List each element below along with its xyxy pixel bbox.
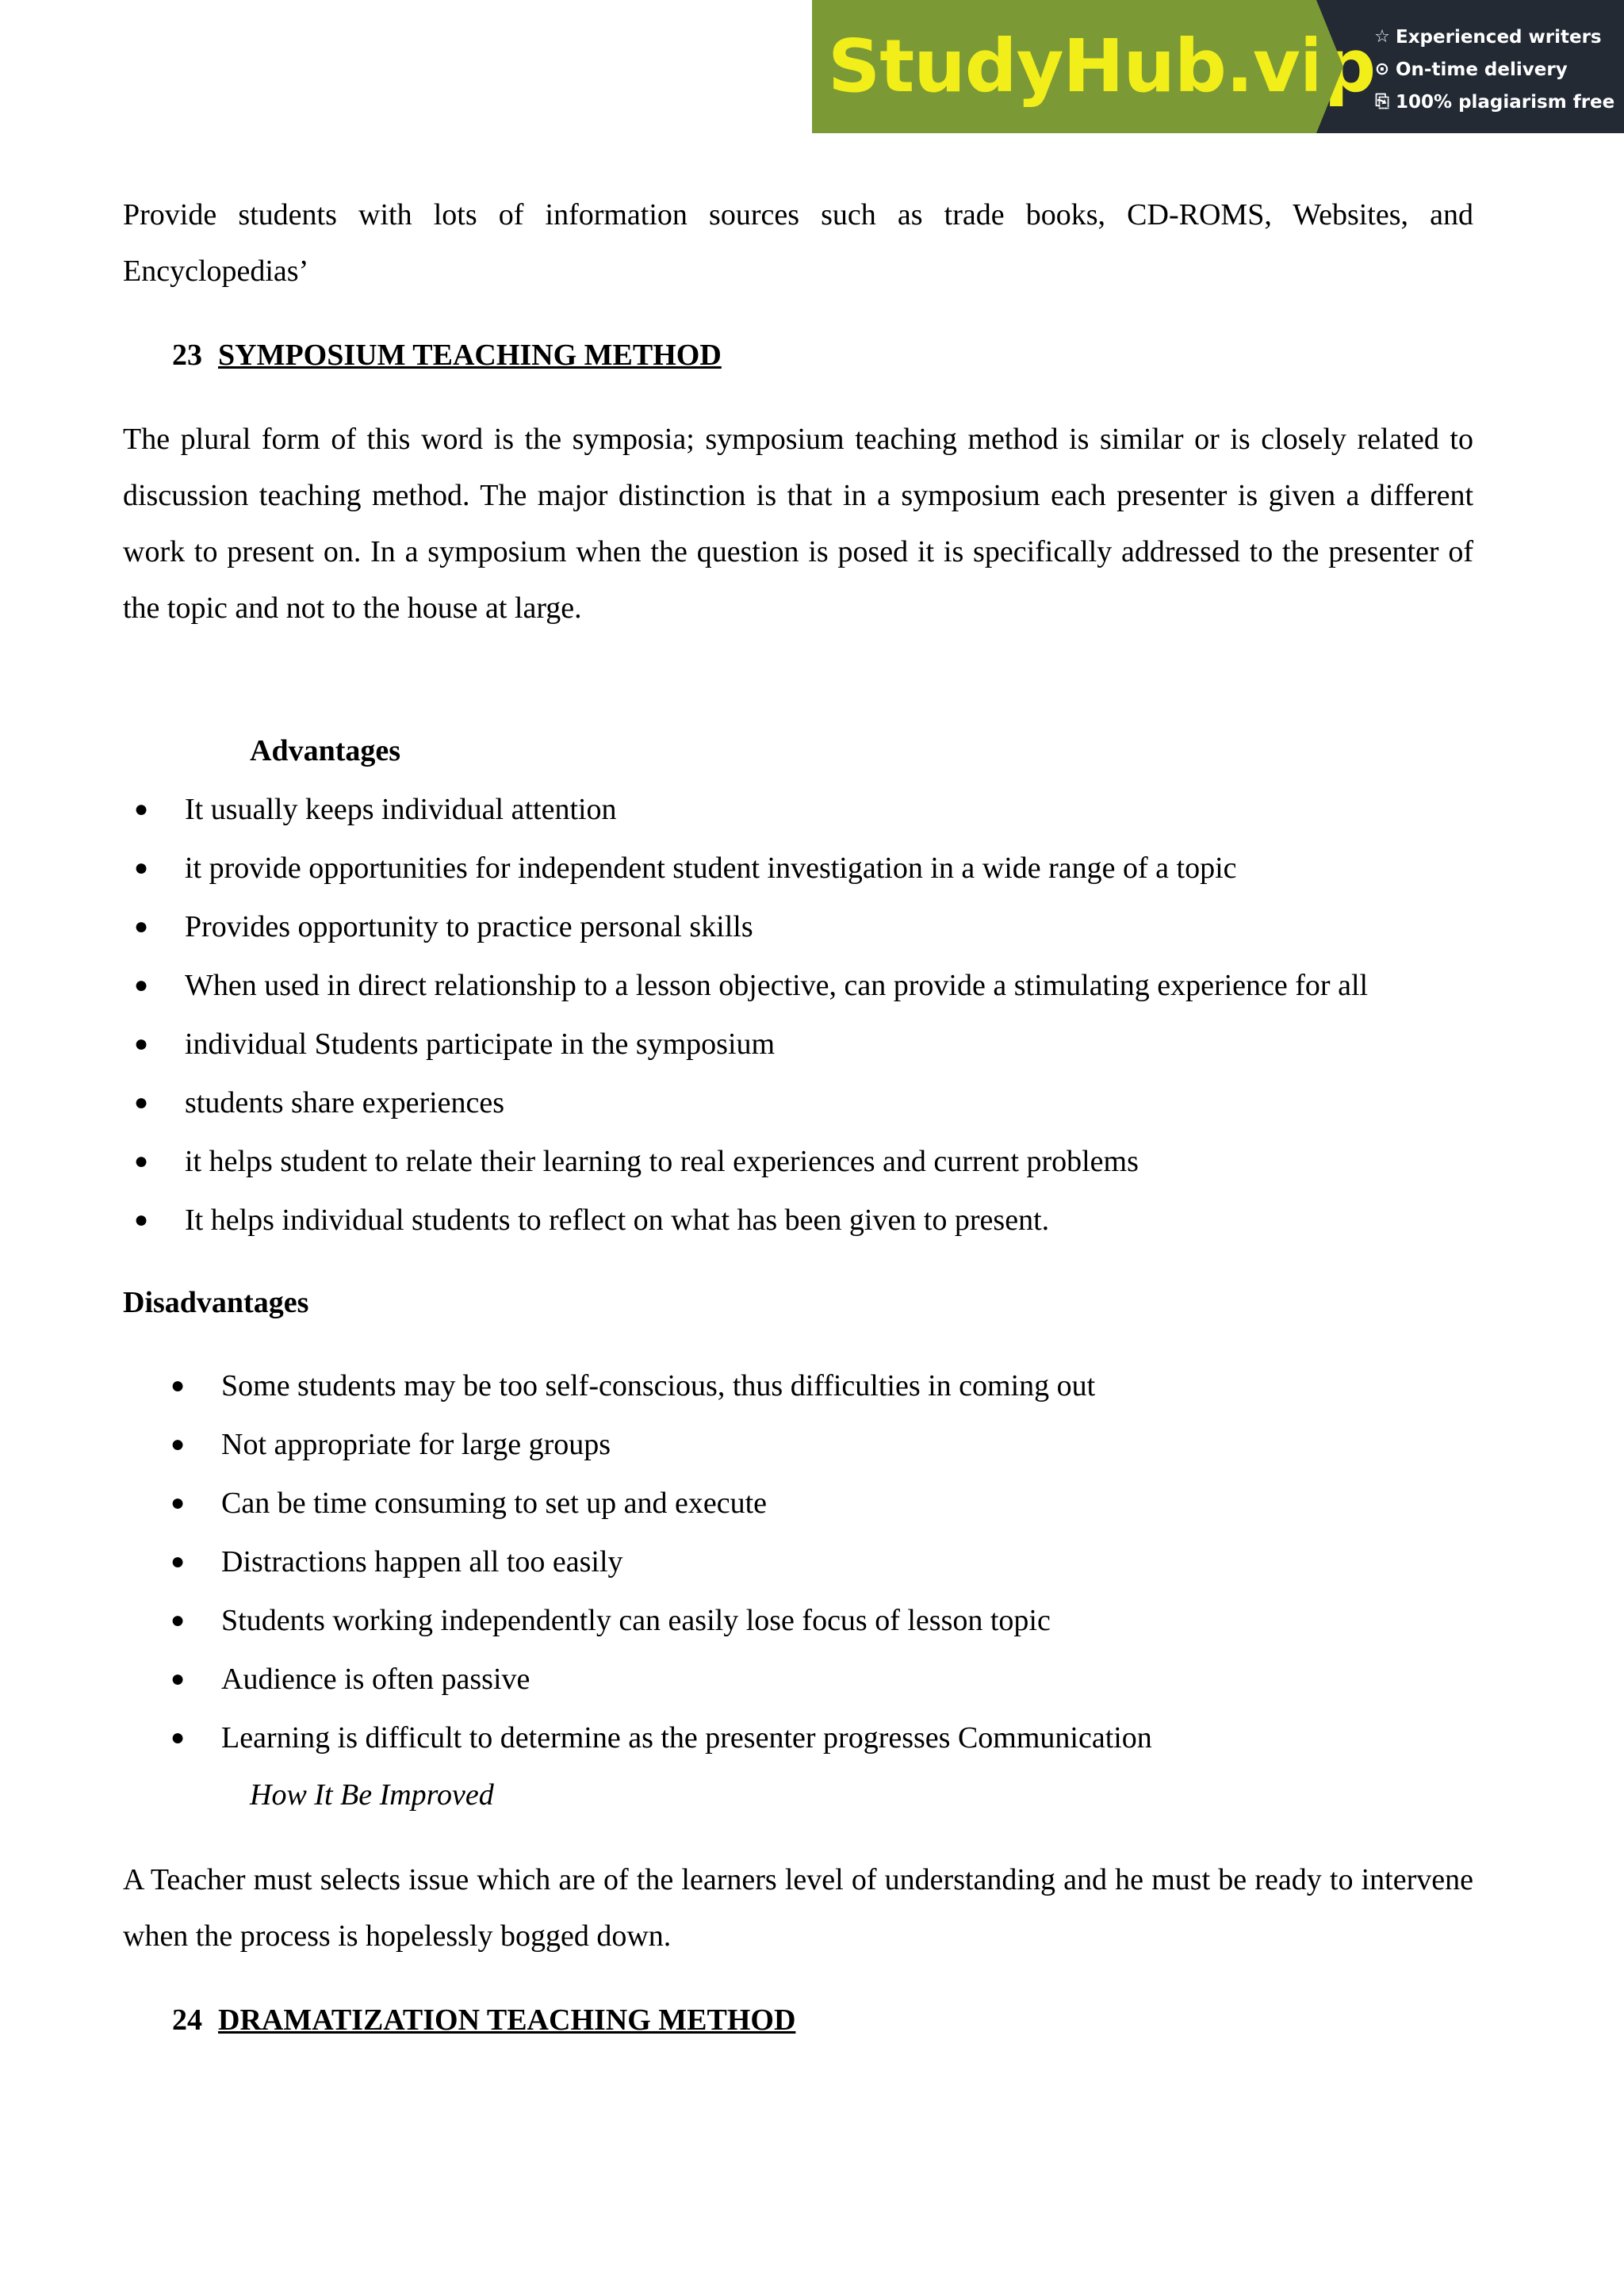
- list-item: ● Audience is often passive: [123, 1650, 1473, 1709]
- advantages-heading: Advantages: [250, 734, 401, 767]
- bullet-icon: ●: [134, 796, 149, 822]
- section-24-heading: [123, 1992, 1473, 2049]
- list-item: ● Learning is difficult to determine as the presenter progresses Communication: [123, 1709, 1473, 1767]
- logo-text: StudyHub.vip: [828, 24, 1376, 109]
- list-item: ● It helps individual students to reflect on what has been given to present.: [123, 1191, 1473, 1249]
- list-item: ● Provides opportunity to practice personal skills: [123, 897, 1473, 956]
- list-item: ● it provide opportunities for independent student investigation in a wide range of a topic: [123, 839, 1473, 897]
- disadvantages-heading: Disadvantages: [123, 1286, 309, 1319]
- bullet-icon: ●: [134, 1148, 149, 1174]
- section-title: SYMPOSIUM TEACHING METHOD: [218, 339, 722, 372]
- bullet-icon: ●: [134, 1207, 149, 1233]
- section-number: 23: [172, 339, 202, 372]
- disadvantages-list: [123, 1357, 1473, 1767]
- feature-on-time-delivery: [1372, 53, 1624, 86]
- list-item: ● Distractions happen all too easily: [123, 1533, 1473, 1591]
- list-item: ● Students working independently can easily lose focus of lesson topic: [123, 1591, 1473, 1650]
- section-23-heading: [123, 327, 1473, 384]
- bullet-icon: ●: [134, 1089, 149, 1115]
- clock-icon: ⊙: [1374, 59, 1390, 79]
- list-item: ● individual Students participate in the symposium: [123, 1015, 1473, 1073]
- bullet-icon: ●: [134, 855, 149, 881]
- list-item: ● Not appropriate for large groups: [123, 1415, 1473, 1474]
- bullet-icon: ●: [170, 1666, 186, 1692]
- advantages-list: [123, 780, 1473, 1249]
- bullet-icon: ●: [134, 913, 149, 939]
- improved-paragraph: A Teacher must selects issue which are of the learners level of understanding and he must be ready to intervene when the process is hopelessly bogged down.: [123, 1863, 1473, 1953]
- list-item: ● When used in direct relationship to a lesson objective, can provide a stimulating experience for all: [123, 956, 1473, 1015]
- list-item: ● Can be time consuming to set up and execute: [123, 1474, 1473, 1533]
- studyhub-banner[interactable]: [812, 0, 1624, 133]
- improved-heading: How It Be Improved: [250, 1778, 494, 1812]
- bullet-icon: ●: [170, 1607, 186, 1633]
- bullet-icon: ●: [134, 1031, 149, 1057]
- bullet-icon: ●: [170, 1724, 186, 1751]
- bullet-icon: ●: [170, 1431, 186, 1457]
- intro-paragraph: Provide students with lots of information sources such as trade books, CD-ROMS, Websites, and Encyclopedias’: [123, 198, 1473, 288]
- list-item: ● it helps student to relate their learning to real experiences and current problems: [123, 1132, 1473, 1191]
- list-item: ● students share experiences: [123, 1073, 1473, 1132]
- section-title: DRAMATIZATION TEACHING METHOD: [218, 2003, 796, 2037]
- list-item: ● It usually keeps individual attention: [123, 780, 1473, 839]
- feature-label: On-time delivery: [1396, 59, 1568, 80]
- document-check-icon: ⎘: [1375, 92, 1389, 112]
- bullet-icon: ●: [170, 1372, 186, 1399]
- symposium-paragraph: The plural form of this word is the symposia; symposium teaching method is similar or is closely related to discussion teaching method. The major distinction is that in a symposium each presenter is given a different work to present on. In a symposium when the question is posed it is specifically addressed to the presenter of the topic and not to the house at large.: [123, 423, 1473, 625]
- star-icon: ☆: [1374, 27, 1390, 47]
- feature-label: 100% plagiarism free: [1396, 91, 1615, 113]
- feature-plagiarism-free: [1372, 86, 1624, 118]
- studyhub-logo[interactable]: [812, 0, 1376, 133]
- bullet-icon: ●: [170, 1548, 186, 1575]
- bullet-icon: ●: [134, 972, 149, 998]
- feature-experienced-writers: [1372, 21, 1624, 53]
- list-item: ● Some students may be too self-conscious, thus difficulties in coming out: [123, 1357, 1473, 1415]
- feature-label: Experienced writers: [1396, 26, 1602, 48]
- section-number: 24: [172, 2003, 202, 2037]
- bullet-icon: ●: [170, 1490, 186, 1516]
- document-body: [123, 187, 1473, 2049]
